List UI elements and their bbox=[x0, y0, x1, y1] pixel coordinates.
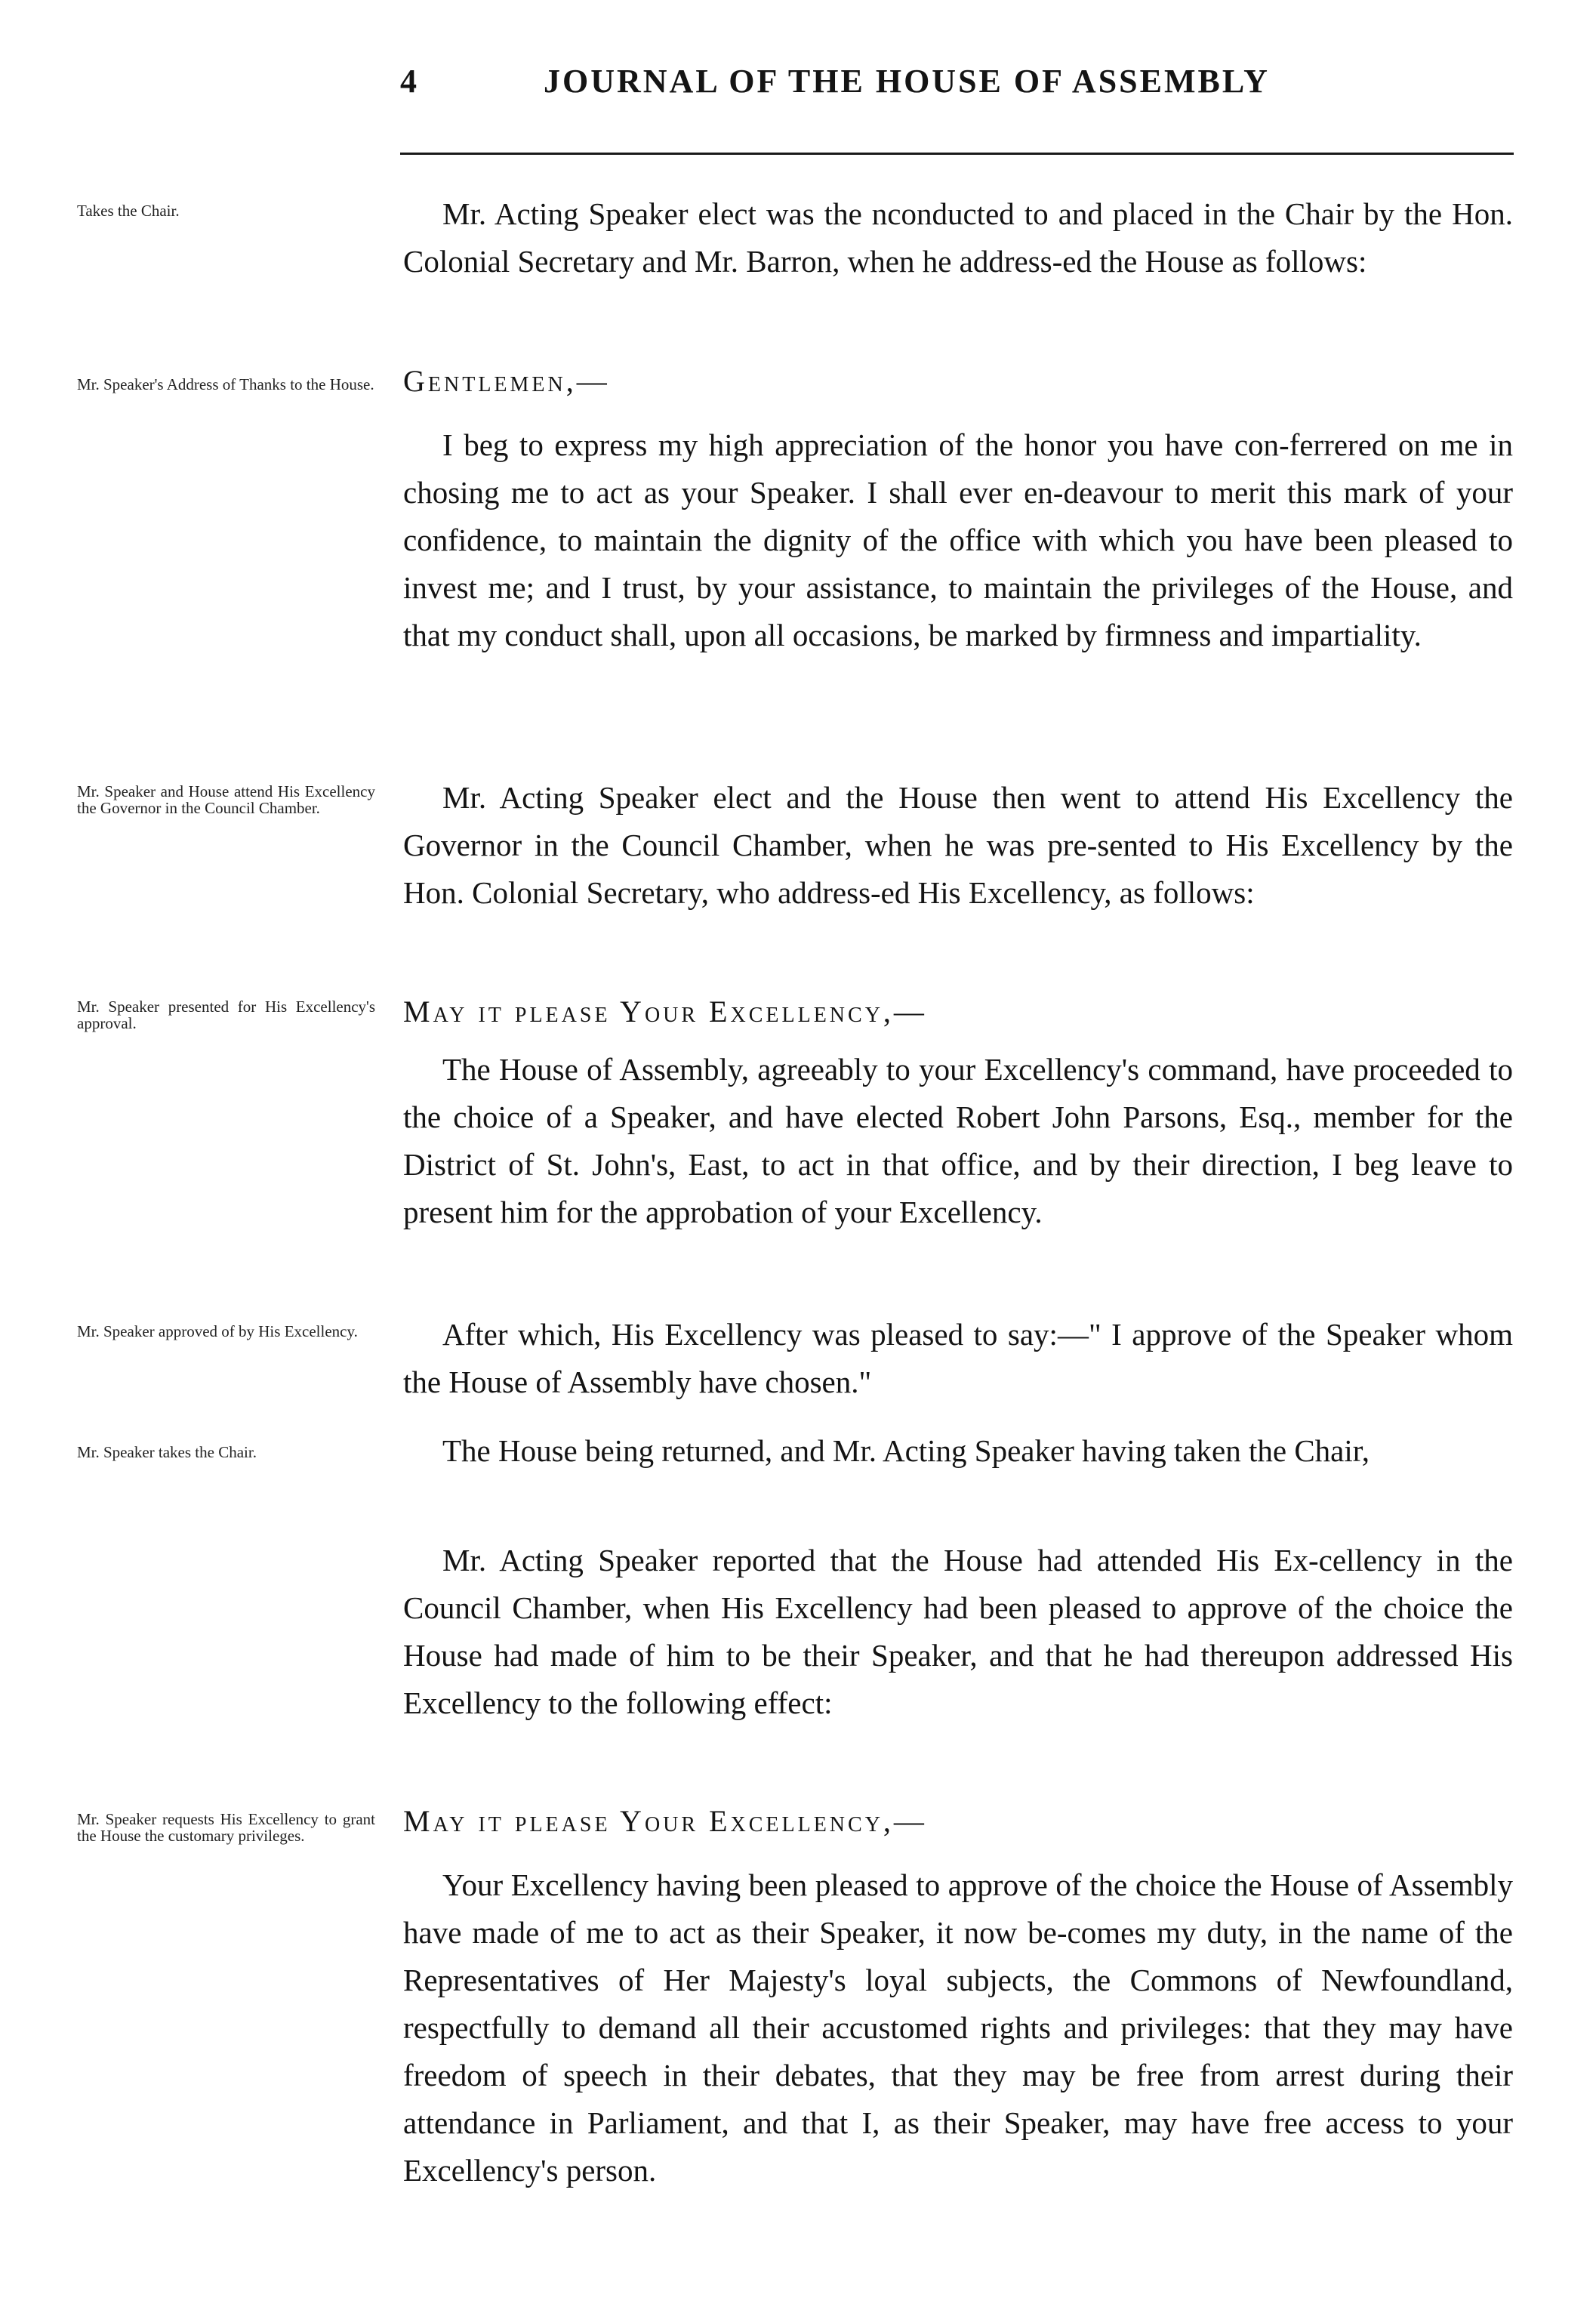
salutation-gentlemen: Gentlemen,— bbox=[403, 364, 610, 398]
page-number: 4 bbox=[400, 63, 417, 100]
margin-note-address-of-thanks: Mr. Speaker's Address of Thanks to the House. bbox=[77, 375, 374, 393]
page-header bbox=[400, 62, 1517, 107]
paragraph-privileges-request: Your Excellency having been pleased to approve of the choice the House of Assembly have made of me to act as their Speaker, it now be-comes my duty, in the name of the Representatives of Her Majesty's loyal subjects, the Commons of Newfoundland, respectfully to demand all their accustomed rights and privileges: that they may have freedom of speech in their debates, that they may be free from arrest during their attendance in Parliament, and that I, as their Speaker, may have free access to your Excellency's person. bbox=[403, 1867, 1513, 2188]
margin-note-approved-by-excellency: Mr. Speaker approved of by His Excellency. bbox=[77, 1322, 358, 1340]
salutation-your-excellency-2: May it please Your Excellency,— bbox=[403, 1804, 927, 1838]
paragraph-speaker-report: Mr. Acting Speaker reported that the House had attended His Ex-cellency in the Council Chamber, when His Excellency had been pleased to approve of the choice the House had made of him to be their Speaker, and that he had thereupon addressed His Excellency to the following effect: bbox=[403, 1543, 1513, 1720]
header-rule bbox=[400, 153, 1514, 155]
margin-note-speaker-takes-chair: Mr. Speaker takes the Chair. bbox=[77, 1443, 257, 1461]
paragraph-speaker-address: I beg to express my high appreciation of the honor you have con-ferrered on me in chosing me to act as your Speaker. I shall ever en-deavour to merit this mark of your confidence, to maintain the dignity of the office with which you have been pleased to invest me; and I trust, by your assistance, to maintain the privileges of the House, and that my conduct shall, upon all occasions, be marked by firmness and impartiality. bbox=[403, 427, 1513, 652]
salutation-your-excellency-1: May it please Your Excellency,— bbox=[403, 995, 927, 1029]
running-title: JOURNAL OF THE HOUSE OF ASSEMBLY bbox=[544, 63, 1270, 100]
paragraph-attend-governor: Mr. Acting Speaker elect and the House then went to attend His Excellency the Governor in the Council Chamber, when he was pre-sented to His Excellency by the Hon. Colonial Secretary, who address-ed His Excellency, as follows: bbox=[403, 780, 1513, 910]
paragraph-presentation: The House of Assembly, agreeably to your Excellency's command, have proceeded to the choice of a Speaker, and have elected Robert John Parsons, Esq., member for the District of St. John's, East, to act in that office, and by their direction, I beg leave to present him for the approbation of your Excellency. bbox=[403, 1052, 1513, 1229]
margin-note-presented-for-approval: Mr. Speaker presented for His Excellency's approval. bbox=[77, 998, 375, 1032]
margin-note-attend-governor: Mr. Speaker and House attend His Excellency the Governor in the Council Chamber. bbox=[77, 782, 375, 817]
paragraph-approval: After which, His Excellency was pleased to say:—" I approve of the Speaker whom the House of Assembly have chosen." bbox=[403, 1317, 1513, 1399]
paragraph-house-returned: The House being returned, and Mr. Acting Speaker having taken the Chair, bbox=[442, 1433, 1370, 1468]
margin-note-takes-chair: Takes the Chair. bbox=[77, 202, 180, 220]
margin-note-request-privileges: Mr. Speaker requests His Excellency to grant the House the customary privileges. bbox=[77, 1810, 375, 1845]
paragraph-takes-chair: Mr. Acting Speaker elect was the nconducted to and placed in the Chair by the Hon. Colonial Secretary and Mr. Barron, when he address-ed the House as follows: bbox=[403, 196, 1513, 279]
